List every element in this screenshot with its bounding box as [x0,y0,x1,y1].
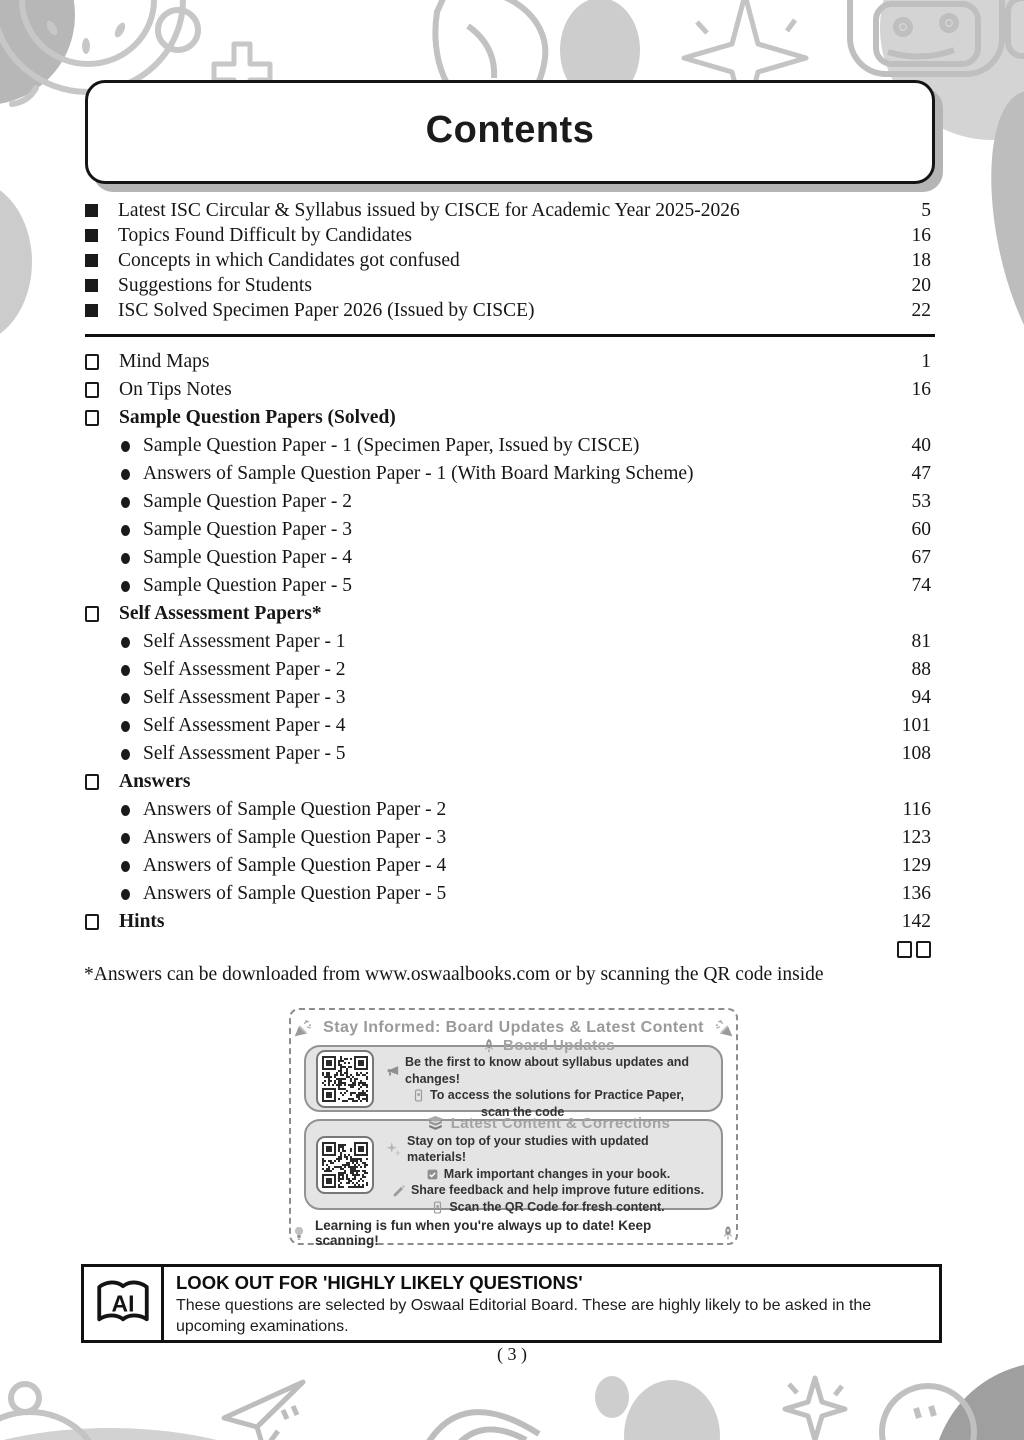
dot-bullet-icon [121,637,130,648]
dot-bullet-icon [121,665,130,676]
phone-icon [431,1201,444,1214]
card-line-text: scan the code [481,1104,565,1119]
filled-square-bullet-icon [85,279,98,292]
toc-item-page: 1 [921,351,931,372]
toc-row [85,656,935,684]
toc-row [85,572,935,600]
dot-bullet-icon [121,441,130,452]
toc-row [85,404,935,432]
toc-row [85,908,935,936]
card-title-row [385,1114,711,1133]
toc-item-label: Sample Question Paper - 5 [143,575,353,596]
dot-bullet-icon [121,581,130,592]
toc-row [85,460,935,488]
toc-row [85,348,935,376]
toc-item-page: 136 [901,883,931,904]
toc-main-list [85,348,935,936]
toc-item-label: Self Assessment Paper - 4 [143,715,346,736]
rocket-icon [720,1225,736,1241]
lookout-body: These questions are selected by Oswaal Editorial Board. These are highly likely to be asked in the upcoming examinations. [176,1297,872,1335]
open-square-bullet-icon [85,410,99,426]
section-divider [85,334,935,337]
card-title: Latest Content & Corrections [450,1114,671,1132]
toc-item-page: 67 [911,547,931,568]
toc-row [85,628,935,656]
answers-footnote: *Answers can be downloaded from www.oswaalbooks.com or by scanning the QR code inside [84,964,824,985]
toc-item-label: Sample Question Papers (Solved) [119,407,396,428]
page-number: ( 3 ) [497,1344,527,1364]
toc-row [85,223,935,248]
open-square-bullet-icon [85,382,99,398]
toc-item-label: Answers of Sample Question Paper - 3 [143,827,447,848]
open-square-bullet-icon [85,606,99,622]
books-icon [426,1114,445,1133]
toc-row [85,298,935,323]
toc-item-label: Sample Question Paper - 2 [143,491,353,512]
filled-square-bullet-icon [85,254,98,267]
toc-item-label: On Tips Notes [119,379,232,400]
toc-item-page: 47 [911,463,931,484]
end-square-icon [897,941,912,958]
dot-bullet-icon [121,861,130,872]
toc-item-label: Sample Question Paper - 3 [143,519,353,540]
highly-likely-questions-box [81,1264,942,1343]
party-popper-icon [293,1018,313,1038]
card-line-text: Stay on top of your studies with updated materials! [407,1133,649,1165]
toc-item-label: ISC Solved Specimen Paper 2026 (Issued by CISCE) [118,299,535,321]
toc-item-label: Answers of Sample Question Paper - 1 (With Board Marking Scheme) [143,463,694,484]
toc-item-page: 88 [911,659,931,680]
stay-informed-title: Stay Informed: Board Updates & Latest Content [323,1019,704,1036]
filled-square-bullet-icon [85,229,98,242]
bulb-icon [291,1225,307,1241]
svg-text:AI: AI [111,1290,134,1317]
toc-item-label: Concepts in which Candidates got confused [118,249,460,271]
dot-bullet-icon [121,889,130,900]
toc-item-page: 16 [911,224,931,246]
toc-item-page: 16 [911,379,931,400]
toc-item-label: Self Assessment Paper - 3 [143,687,346,708]
lookout-heading: LOOK OUT FOR 'HIGHLY LIKELY QUESTIONS' [176,1272,583,1293]
megaphone-icon [385,1063,400,1078]
open-square-bullet-icon [85,354,99,370]
toc-item-label: Self Assessment Paper - 2 [143,659,346,680]
toc-item-page: 81 [911,631,931,652]
card-line [385,1087,711,1104]
toc-row [85,516,935,544]
rocket-icon [481,1038,497,1054]
toc-row [85,684,935,712]
toc-item-page: 22 [911,299,931,321]
dot-bullet-icon [121,553,130,564]
toc-item-label: Hints [119,911,165,932]
toc-row [85,198,935,223]
toc-item-page: 129 [901,855,931,876]
card-line [385,1133,711,1166]
toc-item-label: Sample Question Paper - 4 [143,547,353,568]
page-title: Contents [425,108,595,151]
filled-square-bullet-icon [85,204,98,217]
toc-item-label: Suggestions for Students [118,274,312,296]
dot-bullet-icon [121,833,130,844]
contents-title-box [85,80,935,184]
stay-informed-title-row [291,1018,736,1038]
toc-item-page: 5 [921,199,931,221]
dot-bullet-icon [121,721,130,732]
end-mark [85,941,931,958]
phone-icon [412,1089,425,1102]
qr-code [316,1136,374,1194]
open-square-bullet-icon [85,774,99,790]
filled-square-bullet-icon [85,304,98,317]
stay-informed-box [289,1008,738,1248]
toc-item-label: Self Assessment Paper - 1 [143,631,346,652]
card-line-text: Be the first to know about syllabus updates and changes! [405,1055,690,1086]
latest-content-card [304,1114,723,1214]
card-line [385,1199,711,1216]
toc-row [85,712,935,740]
toc-row [85,544,935,572]
dot-bullet-icon [121,805,130,816]
toc-row [85,273,935,298]
checkbox-icon [426,1168,439,1181]
toc-item-page: 101 [901,715,931,736]
dot-bullet-icon [121,469,130,480]
card-line-text: To access the solutions for Practice Paper, [429,1088,685,1102]
dot-bullet-icon [121,749,130,760]
toc-item-label: Answers of Sample Question Paper - 2 [143,799,447,820]
toc-item-page: 123 [901,827,931,848]
toc-row [85,432,935,460]
card-title-row [385,1037,711,1054]
toc-item-label: Answers of Sample Question Paper - 4 [143,855,447,876]
qr-code [316,1050,374,1108]
card-line-text: Mark important changes in your book. [443,1166,671,1181]
ai-book-logo-icon [95,1280,151,1328]
toc-front-list [85,198,935,323]
toc-item-page: 94 [911,687,931,708]
toc-item-page: 53 [911,491,931,512]
toc-item-label: Answers of Sample Question Paper - 5 [143,883,447,904]
toc-item-label: Self Assessment Paper - 5 [143,743,346,764]
toc-item-label: Mind Maps [119,351,210,372]
dot-bullet-icon [121,693,130,704]
toc-item-page: 40 [911,435,931,456]
toc-row [85,740,935,768]
card-line [385,1054,711,1087]
open-square-bullet-icon [85,914,99,930]
toc-row [85,824,935,852]
toc-item-page: 116 [902,799,931,820]
card-line-text: Scan the QR Code for fresh content. [449,1199,665,1214]
toc-item-label: Sample Question Paper - 1 (Specimen Paper, Issued by CISCE) [143,435,640,456]
pencil-icon [392,1184,406,1198]
board-updates-card [304,1037,723,1119]
toc-row [85,796,935,824]
ai-logo [84,1267,164,1340]
toc-row [85,880,935,908]
dot-bullet-icon [121,497,130,508]
toc-item-page: 60 [911,519,931,540]
stay-informed-footer-text: Learning is fun when you're always up to date! Keep scanning! [315,1218,652,1248]
toc-item-label: Answers [119,771,191,792]
card-title: Board Updates [503,1037,615,1054]
end-square-icon [916,941,931,958]
stay-informed-footer [291,1218,736,1248]
toc-row [85,376,935,404]
toc-row [85,488,935,516]
toc-item-label: Topics Found Difficult by Candidates [118,224,412,246]
toc-row [85,600,935,628]
toc-item-page: 142 [901,911,931,932]
toc-item-page: 108 [901,743,931,764]
party-popper-icon [714,1018,734,1038]
sparkles-icon [385,1141,402,1158]
toc-item-page: 74 [911,575,931,596]
toc-row [85,768,935,796]
toc-row [85,248,935,273]
card-line [385,1182,711,1199]
dot-bullet-icon [121,525,130,536]
card-line [385,1166,711,1183]
toc-item-page: 18 [911,249,931,271]
card-line-text: Share feedback and help improve future editions. [410,1183,705,1198]
toc-item-page: 20 [911,274,931,296]
toc-row [85,852,935,880]
toc-item-label: Self Assessment Papers* [119,603,322,624]
toc-item-label: Latest ISC Circular & Syllabus issued by CISCE for Academic Year 2025-2026 [118,199,740,221]
